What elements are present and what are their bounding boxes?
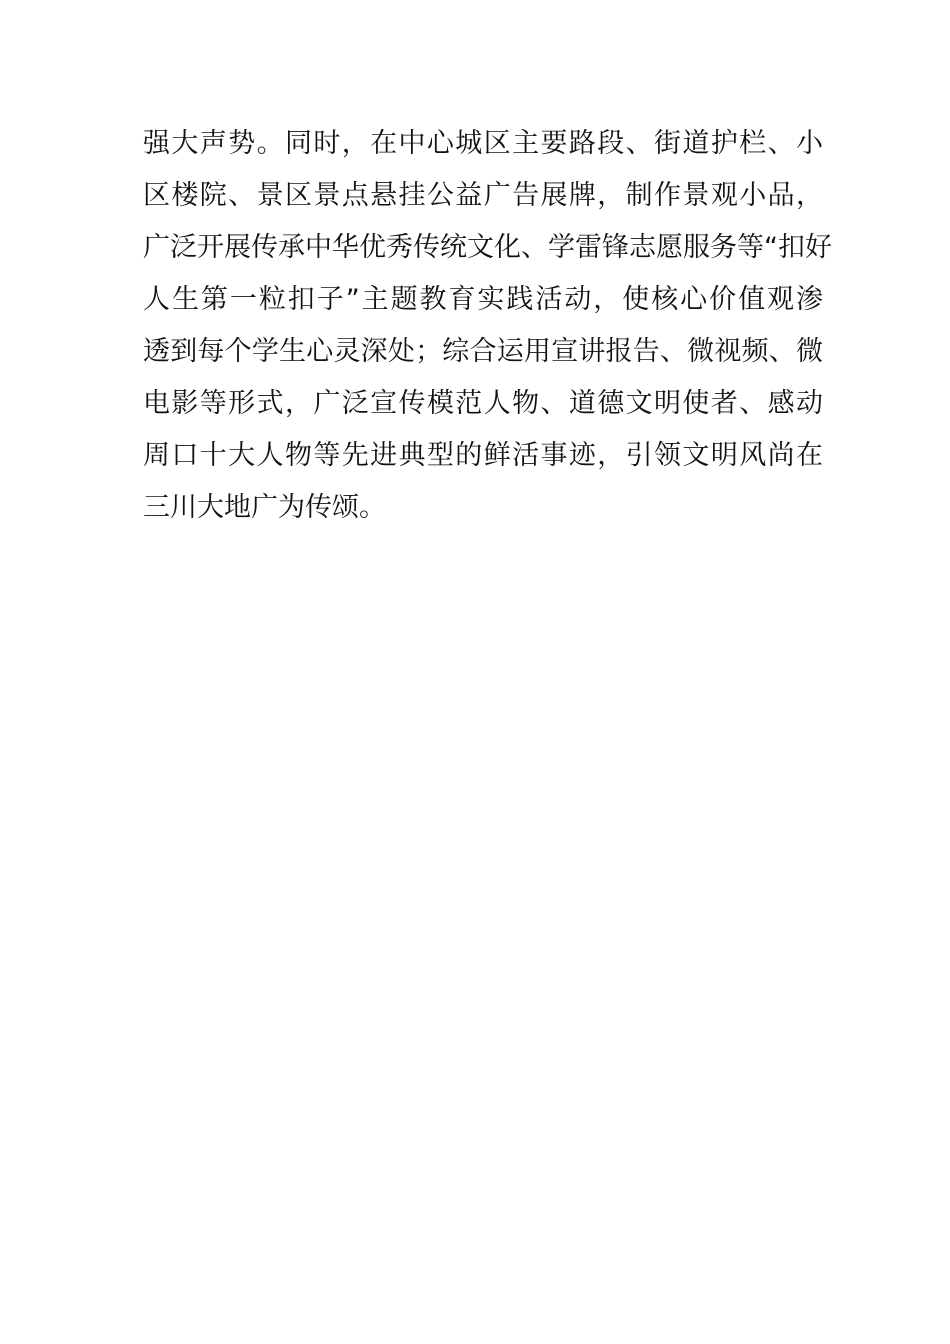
- paragraph-line-last: 三川大地广为传颂。: [143, 492, 386, 523]
- body-paragraph: [143, 118, 832, 534]
- paragraph-line: 周口十大人物等先进典型的鲜活事迹，引领文明风尚在: [143, 440, 823, 471]
- paragraph-line: 强大声势。同时，在中心城区主要路段、街道护栏、小: [143, 128, 823, 159]
- paragraph-line: 广泛开展传承中华优秀传统文化、学雷锋志愿服务等“扣好: [143, 232, 832, 263]
- paragraph-line: 电影等形式，广泛宣传模范人物、道德文明使者、感动: [143, 388, 823, 419]
- paragraph-line: 人生第一粒扣子”主题教育实践活动，使核心价值观渗: [143, 284, 823, 315]
- paragraph-line: 区楼院、景区景点悬挂公益广告展牌，制作景观小品，: [143, 180, 823, 211]
- paragraph-line: 透到每个学生心灵深处；综合运用宣讲报告、微视频、微: [143, 336, 823, 367]
